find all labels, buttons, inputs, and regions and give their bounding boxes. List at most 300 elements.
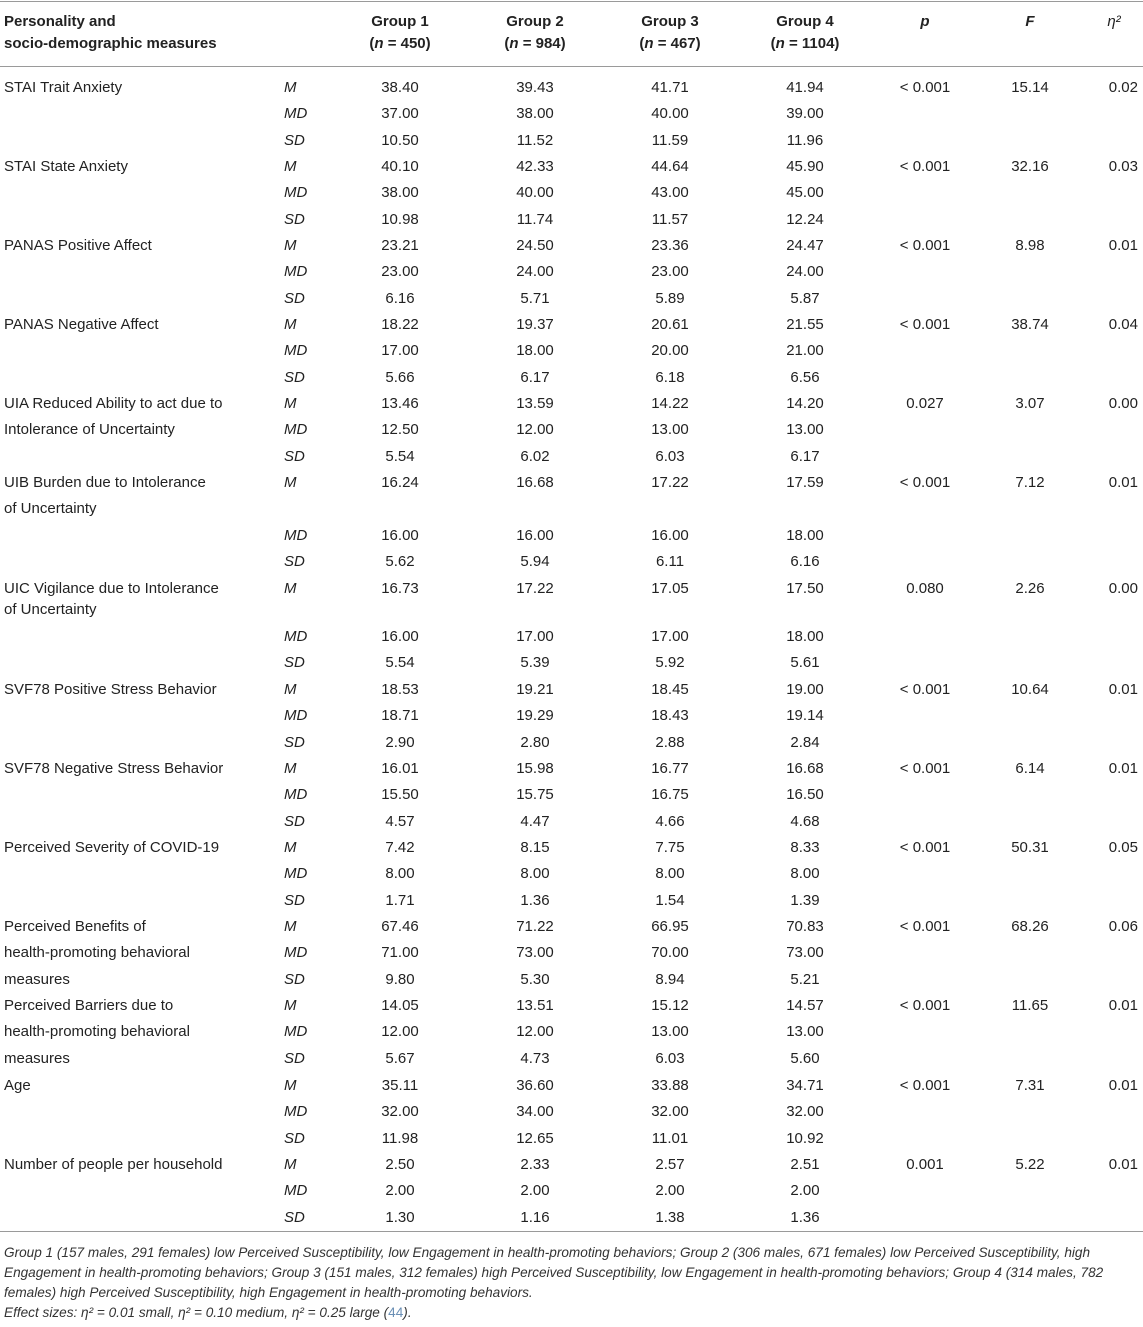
f-value-cell: 32.16 bbox=[1011, 158, 1049, 175]
stat-label: MD bbox=[284, 184, 308, 202]
p-value-cell: < 0.001 bbox=[899, 158, 951, 175]
stat-label: M bbox=[284, 158, 297, 175]
measure-label: SVF78 Negative Stress Behavior bbox=[4, 760, 224, 777]
value-cell: 5.87 bbox=[790, 289, 820, 307]
stat-label: SD bbox=[284, 812, 305, 830]
value-cell: 12.00 bbox=[516, 1023, 554, 1041]
value-cell: 5.66 bbox=[385, 368, 415, 386]
value-cell: 11.52 bbox=[516, 131, 554, 149]
value-cell: 17.00 bbox=[381, 342, 419, 360]
measure-label: STAI Trait Anxiety bbox=[4, 79, 123, 96]
stat-label: M bbox=[284, 681, 297, 698]
footnote-effect-sizes bbox=[4, 1303, 1140, 1323]
value-cell: 15.12 bbox=[651, 997, 689, 1014]
value-cell: 14.05 bbox=[381, 997, 419, 1014]
value-cell: 19.21 bbox=[516, 681, 554, 698]
eta-value-cell: 0.01 bbox=[1108, 760, 1138, 777]
p-value-cell: < 0.001 bbox=[899, 918, 951, 935]
value-cell: 2.00 bbox=[655, 1182, 685, 1200]
measure-header-line2: socio-demographic measures bbox=[4, 35, 217, 52]
value-cell: 1.36 bbox=[790, 1208, 820, 1226]
value-cell: 14.20 bbox=[786, 395, 824, 412]
value-cell: 38.00 bbox=[381, 184, 419, 202]
reference-link[interactable]: 44 bbox=[388, 1305, 404, 1320]
value-cell: 8.15 bbox=[520, 839, 550, 856]
value-cell: 5.21 bbox=[790, 970, 820, 988]
group-header-name: Group 1 bbox=[371, 13, 429, 30]
stat-label: SD bbox=[284, 1208, 305, 1226]
value-cell: 6.17 bbox=[520, 368, 550, 386]
measure-label: Intolerance of Uncertainty bbox=[4, 421, 175, 439]
value-cell: 70.00 bbox=[651, 944, 689, 962]
stat-label: M bbox=[284, 316, 297, 333]
value-cell: 37.00 bbox=[381, 105, 419, 123]
stat-label: MD bbox=[284, 526, 308, 544]
value-cell: 20.00 bbox=[651, 342, 689, 360]
measure-label: health-promoting behavioral bbox=[4, 1023, 190, 1041]
stat-label: SD bbox=[284, 970, 305, 988]
value-cell: 43.00 bbox=[651, 184, 689, 202]
value-cell: 7.42 bbox=[385, 839, 415, 856]
value-cell: 34.00 bbox=[516, 1103, 554, 1121]
stat-label: MD bbox=[284, 105, 308, 123]
value-cell: 44.64 bbox=[651, 158, 689, 175]
value-cell: 16.73 bbox=[381, 580, 419, 597]
value-cell: 14.57 bbox=[786, 997, 824, 1014]
stat-label: M bbox=[284, 1156, 297, 1173]
value-cell: 32.00 bbox=[651, 1103, 689, 1121]
value-cell: 1.38 bbox=[655, 1208, 685, 1226]
stat-label: M bbox=[284, 839, 297, 856]
value-cell: 15.98 bbox=[516, 760, 554, 777]
value-cell: 6.56 bbox=[790, 368, 820, 386]
value-cell: 32.00 bbox=[381, 1103, 419, 1121]
measure-label: Perceived Benefits of bbox=[4, 918, 146, 935]
value-cell: 13.00 bbox=[651, 421, 689, 439]
value-cell: 33.88 bbox=[651, 1077, 689, 1094]
value-cell: 10.50 bbox=[381, 131, 419, 149]
value-cell: 6.03 bbox=[655, 447, 685, 465]
value-cell: 15.75 bbox=[516, 786, 554, 804]
top-rule bbox=[0, 1, 1143, 2]
f-value-cell: 7.31 bbox=[1015, 1077, 1045, 1094]
stat-label: M bbox=[284, 395, 297, 412]
value-cell: 10.92 bbox=[786, 1129, 824, 1147]
value-cell: 16.00 bbox=[516, 526, 554, 544]
value-cell: 45.00 bbox=[786, 184, 824, 202]
value-cell: 5.39 bbox=[520, 653, 550, 671]
value-cell: 66.95 bbox=[651, 918, 689, 935]
value-cell: 19.14 bbox=[786, 707, 824, 725]
measure-column-header bbox=[4, 11, 304, 55]
group-header-3 bbox=[600, 11, 740, 55]
value-cell: 8.00 bbox=[385, 865, 415, 883]
value-cell: 10.98 bbox=[381, 210, 419, 228]
value-cell: 13.46 bbox=[381, 395, 419, 412]
value-cell: 12.24 bbox=[786, 210, 824, 228]
f-value-cell: 38.74 bbox=[1011, 316, 1049, 333]
value-cell: 5.54 bbox=[385, 653, 415, 671]
value-cell: 2.84 bbox=[790, 733, 820, 751]
value-cell: 9.80 bbox=[385, 970, 415, 988]
measure-header-line1: Personality and bbox=[4, 13, 116, 30]
group-header-name: Group 2 bbox=[506, 13, 564, 30]
value-cell: 4.57 bbox=[385, 812, 415, 830]
value-cell: 16.77 bbox=[651, 760, 689, 777]
stat-label: SD bbox=[284, 1129, 305, 1147]
value-cell: 23.21 bbox=[381, 237, 419, 254]
eta-value-cell: 0.00 bbox=[1108, 580, 1138, 597]
eta-value-cell: 0.01 bbox=[1108, 681, 1138, 698]
measure-label: STAI State Anxiety bbox=[4, 158, 128, 175]
value-cell: 8.94 bbox=[655, 970, 685, 988]
f-value-cell: 10.64 bbox=[1011, 681, 1049, 698]
group-header-name: Group 4 bbox=[776, 13, 834, 30]
value-cell: 39.43 bbox=[516, 79, 554, 96]
value-cell: 41.94 bbox=[786, 79, 824, 96]
value-cell: 40.10 bbox=[381, 158, 419, 175]
eta-value-cell: 0.01 bbox=[1108, 997, 1138, 1014]
value-cell: 1.39 bbox=[790, 891, 820, 909]
measure-label: measures bbox=[4, 1049, 70, 1067]
eta-value-cell: 0.01 bbox=[1108, 237, 1138, 254]
table-footnote bbox=[4, 1243, 1140, 1323]
value-cell: 16.00 bbox=[381, 627, 419, 645]
value-cell: 2.33 bbox=[520, 1156, 550, 1173]
value-cell: 2.90 bbox=[385, 733, 415, 751]
measure-label: of Uncertainty bbox=[4, 601, 97, 618]
value-cell: 5.61 bbox=[790, 653, 820, 671]
value-cell: 73.00 bbox=[516, 944, 554, 962]
value-cell: 40.00 bbox=[651, 105, 689, 123]
value-cell: 11.98 bbox=[381, 1129, 419, 1147]
value-cell: 45.90 bbox=[786, 158, 824, 175]
value-cell: 4.47 bbox=[520, 812, 550, 830]
value-cell: 20.61 bbox=[651, 316, 689, 333]
measure-label: PANAS Negative Affect bbox=[4, 316, 159, 333]
value-cell: 36.60 bbox=[516, 1077, 554, 1094]
header-rule bbox=[0, 66, 1143, 67]
f-header bbox=[990, 11, 1070, 33]
stat-label: MD bbox=[284, 865, 308, 883]
eta-value-cell: 0.01 bbox=[1108, 474, 1138, 491]
value-cell: 4.68 bbox=[790, 812, 820, 830]
value-cell: 5.30 bbox=[520, 970, 550, 988]
value-cell: 17.50 bbox=[786, 580, 824, 597]
value-cell: 24.00 bbox=[786, 263, 824, 281]
eta-header: η² bbox=[1107, 13, 1121, 30]
value-cell: 16.68 bbox=[516, 474, 554, 491]
value-cell: 1.16 bbox=[520, 1208, 550, 1226]
value-cell: 70.83 bbox=[786, 918, 824, 935]
value-cell: 24.50 bbox=[516, 237, 554, 254]
stat-label: SD bbox=[284, 891, 305, 909]
stat-label: MD bbox=[284, 707, 308, 725]
value-cell: 8.00 bbox=[790, 865, 820, 883]
value-cell: 5.60 bbox=[790, 1049, 820, 1067]
stat-label: MD bbox=[284, 786, 308, 804]
value-cell: 6.02 bbox=[520, 447, 550, 465]
value-cell: 23.00 bbox=[381, 263, 419, 281]
effect-sizes-close: ). bbox=[403, 1305, 412, 1320]
p-value-cell: < 0.001 bbox=[899, 839, 951, 856]
stat-label: M bbox=[284, 474, 297, 491]
value-cell: 35.11 bbox=[381, 1077, 419, 1094]
value-cell: 12.65 bbox=[516, 1129, 554, 1147]
measure-label: Perceived Barriers due to bbox=[4, 997, 174, 1014]
p-value-cell: < 0.001 bbox=[899, 474, 951, 491]
value-cell: 67.46 bbox=[381, 918, 419, 935]
value-cell: 16.68 bbox=[786, 760, 824, 777]
value-cell: 12.00 bbox=[381, 1023, 419, 1041]
value-cell: 2.00 bbox=[520, 1182, 550, 1200]
value-cell: 16.75 bbox=[651, 786, 689, 804]
value-cell: 42.33 bbox=[516, 158, 554, 175]
value-cell: 18.00 bbox=[516, 342, 554, 360]
stat-label: M bbox=[284, 79, 297, 96]
stat-label: MD bbox=[284, 263, 308, 281]
value-cell: 6.16 bbox=[385, 289, 415, 307]
p-value-cell: 0.001 bbox=[906, 1156, 944, 1173]
p-value-cell: < 0.001 bbox=[899, 997, 951, 1014]
value-cell: 71.22 bbox=[516, 918, 554, 935]
stat-label: SD bbox=[284, 210, 305, 228]
group-header-n: (n = 450) bbox=[369, 35, 431, 52]
stat-label: SD bbox=[284, 1049, 305, 1067]
stat-label: M bbox=[284, 237, 297, 254]
p-value-cell: 0.080 bbox=[906, 580, 944, 597]
stat-label: SD bbox=[284, 368, 305, 386]
value-cell: 2.00 bbox=[385, 1182, 415, 1200]
value-cell: 38.00 bbox=[516, 105, 554, 123]
stat-label: MD bbox=[284, 944, 308, 962]
value-cell: 38.40 bbox=[381, 79, 419, 96]
value-cell: 2.00 bbox=[790, 1182, 820, 1200]
value-cell: 16.50 bbox=[786, 786, 824, 804]
value-cell: 19.00 bbox=[786, 681, 824, 698]
f-value-cell: 68.26 bbox=[1011, 918, 1049, 935]
value-cell: 11.59 bbox=[651, 131, 689, 149]
value-cell: 11.01 bbox=[651, 1129, 689, 1147]
value-cell: 13.00 bbox=[786, 421, 824, 439]
value-cell: 71.00 bbox=[381, 944, 419, 962]
value-cell: 13.51 bbox=[516, 997, 554, 1014]
value-cell: 17.00 bbox=[516, 627, 554, 645]
value-cell: 13.00 bbox=[786, 1023, 824, 1041]
value-cell: 5.71 bbox=[520, 289, 550, 307]
stat-label: SD bbox=[284, 733, 305, 751]
bottom-rule bbox=[0, 1231, 1143, 1232]
value-cell: 2.57 bbox=[655, 1156, 685, 1173]
value-cell: 24.00 bbox=[516, 263, 554, 281]
value-cell: 2.51 bbox=[790, 1156, 820, 1173]
value-cell: 12.50 bbox=[381, 421, 419, 439]
stat-label: SD bbox=[284, 289, 305, 307]
measure-label: of Uncertainty bbox=[4, 500, 97, 518]
value-cell: 16.01 bbox=[381, 760, 419, 777]
value-cell: 11.74 bbox=[516, 210, 554, 228]
group-header-4 bbox=[735, 11, 875, 55]
value-cell: 18.45 bbox=[651, 681, 689, 698]
f-value-cell: 8.98 bbox=[1015, 237, 1045, 254]
value-cell: 18.53 bbox=[381, 681, 419, 698]
value-cell: 19.37 bbox=[516, 316, 554, 333]
p-value-cell: < 0.001 bbox=[899, 237, 951, 254]
group-header-n: (n = 984) bbox=[504, 35, 566, 52]
group-header-name: Group 3 bbox=[641, 13, 699, 30]
value-cell: 18.71 bbox=[381, 707, 419, 725]
f-value-cell: 3.07 bbox=[1015, 395, 1045, 412]
value-cell: 21.00 bbox=[786, 342, 824, 360]
value-cell: 2.50 bbox=[385, 1156, 415, 1173]
value-cell: 5.62 bbox=[385, 553, 415, 571]
stat-label: M bbox=[284, 760, 297, 777]
group-header-1 bbox=[330, 11, 470, 55]
value-cell: 5.92 bbox=[655, 653, 685, 671]
value-cell: 16.00 bbox=[651, 526, 689, 544]
value-cell: 1.54 bbox=[655, 891, 685, 909]
value-cell: 16.24 bbox=[381, 474, 419, 491]
measure-label: UIA Reduced Ability to act due to bbox=[4, 395, 223, 412]
value-cell: 11.57 bbox=[651, 210, 689, 228]
measure-label: PANAS Positive Affect bbox=[4, 237, 152, 254]
value-cell: 18.43 bbox=[651, 707, 689, 725]
value-cell: 6.17 bbox=[790, 447, 820, 465]
eta-value-cell: 0.00 bbox=[1108, 395, 1138, 412]
stat-label: M bbox=[284, 1077, 297, 1094]
value-cell: 24.47 bbox=[786, 237, 824, 254]
stat-label: MD bbox=[284, 1182, 308, 1200]
eta-value-cell: 0.01 bbox=[1108, 1077, 1138, 1094]
p-value-cell: < 0.001 bbox=[899, 79, 951, 96]
f-value-cell: 50.31 bbox=[1011, 839, 1049, 856]
value-cell: 41.71 bbox=[651, 79, 689, 96]
measure-label: Perceived Severity of COVID-19 bbox=[4, 839, 220, 856]
value-cell: 18.00 bbox=[786, 627, 824, 645]
measure-label: SVF78 Positive Stress Behavior bbox=[4, 681, 217, 698]
stat-label: SD bbox=[284, 447, 305, 465]
value-cell: 17.22 bbox=[651, 474, 689, 491]
value-cell: 19.29 bbox=[516, 707, 554, 725]
value-cell: 11.96 bbox=[786, 131, 824, 149]
value-cell: 18.00 bbox=[786, 526, 824, 544]
value-cell: 6.16 bbox=[790, 553, 820, 571]
f-value-cell: 11.65 bbox=[1011, 997, 1049, 1014]
value-cell: 13.00 bbox=[651, 1023, 689, 1041]
p-value-cell: < 0.001 bbox=[899, 760, 951, 777]
measure-label: measures bbox=[4, 970, 70, 988]
value-cell: 6.18 bbox=[655, 368, 685, 386]
stat-label: M bbox=[284, 997, 297, 1014]
stat-label: MD bbox=[284, 421, 308, 439]
value-cell: 5.67 bbox=[385, 1049, 415, 1067]
f-value-cell: 5.22 bbox=[1015, 1156, 1045, 1173]
value-cell: 12.00 bbox=[516, 421, 554, 439]
eta-value-cell: 0.01 bbox=[1108, 1156, 1138, 1173]
stat-label: SD bbox=[284, 131, 305, 149]
value-cell: 5.89 bbox=[655, 289, 685, 307]
f-value-cell: 2.26 bbox=[1015, 580, 1045, 597]
value-cell: 8.00 bbox=[520, 865, 550, 883]
value-cell: 15.50 bbox=[381, 786, 419, 804]
stat-label: MD bbox=[284, 1023, 308, 1041]
p-value-cell: < 0.001 bbox=[899, 1077, 951, 1094]
stat-label: SD bbox=[284, 653, 305, 671]
stat-label: MD bbox=[284, 627, 308, 645]
measure-label: health-promoting behavioral bbox=[4, 944, 190, 962]
f-value-cell: 7.12 bbox=[1015, 474, 1045, 491]
stat-label: M bbox=[284, 918, 297, 935]
value-cell: 5.54 bbox=[385, 447, 415, 465]
p-header-label: p bbox=[920, 13, 930, 30]
f-header-label: F bbox=[1025, 13, 1035, 30]
effect-sizes-text: Effect sizes: η² = 0.01 small, η² = 0.10 medium, η² = 0.25 large ( bbox=[4, 1305, 389, 1320]
measure-label: Number of people per household bbox=[4, 1156, 223, 1173]
value-cell: 17.22 bbox=[516, 580, 554, 597]
value-cell: 5.94 bbox=[520, 553, 550, 571]
measure-label: UIB Burden due to Intolerance bbox=[4, 474, 206, 491]
value-cell: 21.55 bbox=[786, 316, 824, 333]
value-cell: 13.59 bbox=[516, 395, 554, 412]
value-cell: 2.80 bbox=[520, 733, 550, 751]
stat-label: MD bbox=[284, 342, 308, 360]
value-cell: 4.73 bbox=[520, 1049, 550, 1067]
value-cell: 18.22 bbox=[381, 316, 419, 333]
stat-label: M bbox=[284, 580, 297, 597]
stat-label: MD bbox=[284, 1103, 308, 1121]
value-cell: 17.59 bbox=[786, 474, 824, 491]
value-cell: 4.66 bbox=[655, 812, 685, 830]
value-cell: 17.00 bbox=[651, 627, 689, 645]
value-cell: 8.00 bbox=[655, 865, 685, 883]
value-cell: 34.71 bbox=[786, 1077, 824, 1094]
group-header-2 bbox=[465, 11, 605, 55]
p-value-cell: < 0.001 bbox=[899, 681, 951, 698]
value-cell: 6.11 bbox=[655, 553, 685, 571]
p-value-cell: 0.027 bbox=[906, 395, 944, 412]
value-cell: 6.03 bbox=[655, 1049, 685, 1067]
value-cell: 32.00 bbox=[786, 1103, 824, 1121]
eta-value-cell: 0.03 bbox=[1108, 158, 1138, 175]
eta-value-cell: 0.05 bbox=[1108, 839, 1138, 856]
eta-value-cell: 0.06 bbox=[1108, 918, 1138, 935]
value-cell: 8.33 bbox=[790, 839, 820, 856]
stat-label: SD bbox=[284, 553, 305, 571]
measure-label: UIC Vigilance due to Intolerance bbox=[4, 580, 219, 597]
footnote-groups: Group 1 (157 males, 291 females) low Perceived Susceptibility, low Engagement in health-promoting behaviors; Group 2 (306 males, 671 females) low Perceived Susceptibility, high Engagement in health-promoting behaviors; Group 3 (151 males, 312 females) high Perceived Susceptibility, low Engagement in health-promoting behaviors; Group 4 (314 males, 782 females) high Perceived Susceptibility, high Engagement in health-promoting behaviors. bbox=[4, 1245, 1104, 1300]
p-value-cell: < 0.001 bbox=[899, 316, 951, 333]
p-header bbox=[880, 11, 970, 33]
value-cell: 73.00 bbox=[786, 944, 824, 962]
eta-value-cell: 0.02 bbox=[1108, 79, 1138, 96]
f-value-cell: 15.14 bbox=[1011, 79, 1049, 96]
value-cell: 40.00 bbox=[516, 184, 554, 202]
value-cell: 17.05 bbox=[651, 580, 689, 597]
value-cell: 1.36 bbox=[520, 891, 550, 909]
value-cell: 14.22 bbox=[651, 395, 689, 412]
group-header-n: (n = 467) bbox=[639, 35, 701, 52]
value-cell: 39.00 bbox=[786, 105, 824, 123]
value-cell: 23.00 bbox=[651, 263, 689, 281]
measure-label: Age bbox=[4, 1077, 31, 1094]
value-cell: 23.36 bbox=[651, 237, 689, 254]
value-cell: 1.71 bbox=[385, 891, 415, 909]
value-cell: 7.75 bbox=[655, 839, 685, 856]
value-cell: 2.88 bbox=[655, 733, 685, 751]
group-header-n: (n = 1104) bbox=[770, 35, 840, 52]
f-value-cell: 6.14 bbox=[1015, 760, 1045, 777]
value-cell: 1.30 bbox=[385, 1208, 415, 1226]
